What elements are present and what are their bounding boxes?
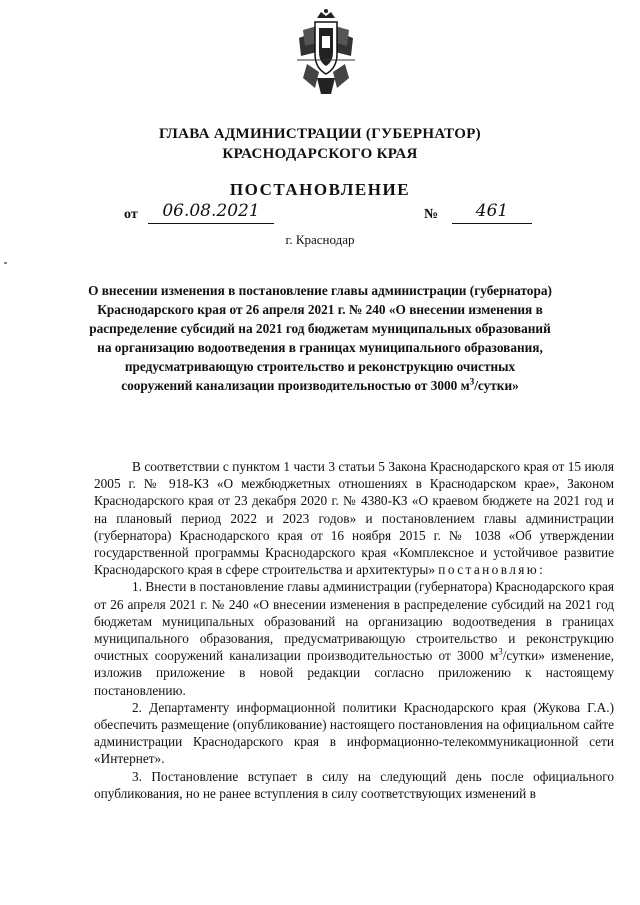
preamble-paragraph bbox=[94, 458, 614, 578]
number-value: 461 bbox=[452, 201, 532, 224]
title-tail: /сутки» bbox=[474, 377, 519, 393]
document-title-text: О внесении изменения в постановление главы администрации (губернатора) Краснодарского края от 26 апреля 2021 г. № 240 «О внесении изменения в распределение субсидий на 2021 год бюджетам муниципальных образований на организацию водоотведения в границах муниципального образования, предусматривающую строительство и реконструкцию очистных сооружений канализации производительностью от 3000 м bbox=[88, 283, 552, 393]
number-label: № bbox=[424, 207, 439, 222]
issuer-title-line1: ГЛАВА АДМИНИСТРАЦИИ (ГУБЕРНАТОР) bbox=[159, 126, 481, 142]
clause-1-text-b: /сутки» изменение, изложив приложение в новой редакции согласно приложению к настоящему постановлению. bbox=[94, 648, 614, 698]
clause-1 bbox=[94, 578, 614, 698]
krasnodar-coat-of-arms-icon bbox=[295, 8, 357, 98]
document-type: ПОСТАНОВЛЕНИЕ bbox=[229, 180, 411, 199]
document-title bbox=[88, 282, 552, 395]
preamble-text: В соответствии с пунктом 1 части 3 статьи 5 Закона Краснодарского края от 15 июля 2005 г. № 918-КЗ «О межбюджетных отношениях в Краснодарском крае», Законом Краснодарского края от 23 декабря 2020 г. № 4380-КЗ «О краевом бюджете на 2021 год и на плановый период 2022 и 2023 годов» и постановлением главы администрации (губернатора) Краснодарского края от 16 ноября 2015 г. № 1038 «Об утверждении государственной программы Краснодарского края «Комплексное и устойчивое развитие Краснодарского края в сфере строительства и архитектуры» bbox=[94, 459, 614, 578]
clause-2: 2. Департаменту информационной политики Краснодарского края (Жукова Г.А.) обеспечить размещение (опубликование) настоящего постановления на официальном сайте администрации Краснодарского края в информационно-телекоммуникационной сети «Интернет». bbox=[94, 699, 614, 767]
issuer-title-line2: КРАСНОДАРСКОГО КРАЯ bbox=[222, 146, 418, 162]
date-label: от bbox=[124, 207, 138, 222]
clause-3: 3. Постановление вступает в силу на следующий день после официального опубликования, но не ранее вступления в силу соответствующих изменений в bbox=[94, 768, 614, 801]
date-value: 06.08.2021 bbox=[148, 201, 274, 224]
title-superscript: 3 bbox=[469, 376, 475, 387]
clause-1-text-a: 1. Внести в постановление главы администрации (губернатора) Краснодарского края от 26 апреля 2021 г. № 240 «О внесении изменения в распределение субсидий на 2021 год бюджетам муниципальных образований на организацию водоотведения в границах муниципального образования, предусматривающую строительство и реконструкцию очистных сооружений канализации производительностью от 3000 м bbox=[94, 579, 614, 664]
document-body bbox=[94, 458, 614, 802]
resolve-word: постановляю: bbox=[438, 562, 546, 578]
city: г. Краснодар bbox=[285, 232, 355, 247]
scan-speck bbox=[4, 262, 7, 264]
clause-1-superscript: 3 bbox=[498, 646, 503, 657]
